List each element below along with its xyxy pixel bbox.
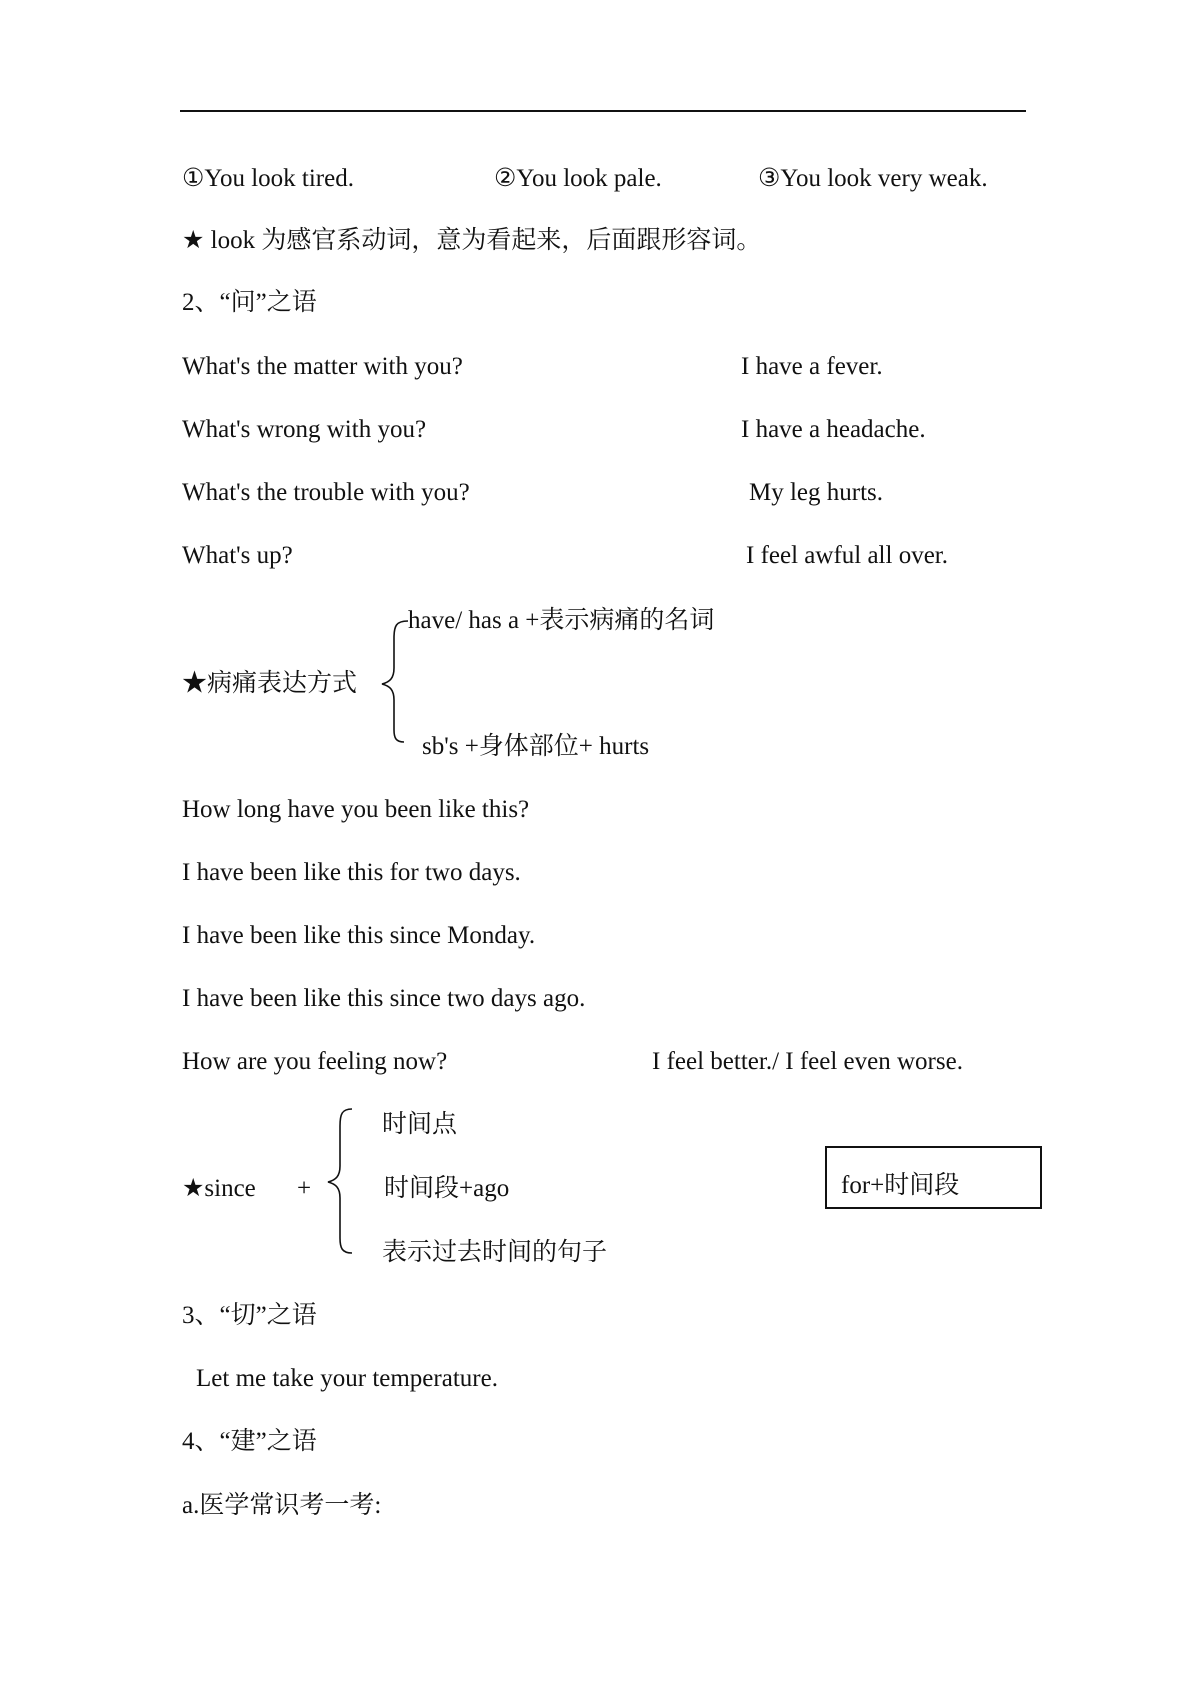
illness-option-have: have/ has a +表示病痛的名词 [408, 607, 715, 634]
question-wrong: What's wrong with you? [182, 416, 427, 443]
question-trouble: What's the trouble with you? [182, 479, 470, 506]
medical-quiz-subheading: a.医学常识考一考: [182, 1492, 382, 1519]
since-option-period-ago: 时间段+ago [384, 1175, 510, 1202]
since-plus: + [297, 1175, 312, 1202]
for-period-box [825, 1146, 1042, 1209]
since-option-past-clause: 表示过去时间的句子 [382, 1239, 608, 1266]
section-2-heading: 2、“问”之语 [182, 289, 317, 316]
answer-leg-hurts: My leg hurts. [749, 479, 884, 506]
duration-since-ago: I have been like this since two days ago. [182, 985, 586, 1012]
look-pale: ②You look pale. [494, 165, 662, 192]
look-weak: ③You look very weak. [758, 165, 988, 192]
illness-brace [378, 618, 412, 744]
since-label: ★since [182, 1175, 256, 1202]
answer-headache: I have a headache. [741, 416, 926, 443]
question-matter: What's the matter with you? [182, 353, 463, 380]
duration-question: How long have you been like this? [182, 796, 530, 823]
duration-since-monday: I have been like this since Monday. [182, 922, 536, 949]
duration-two-days: I have been like this for two days. [182, 859, 521, 886]
feeling-answer: I feel better./ I feel even worse. [652, 1048, 963, 1075]
header-rule [180, 110, 1026, 112]
question-up: What's up? [182, 542, 293, 569]
look-grammar-note: ★ look 为感官系动词，意为看起来，后面跟形容词。 [182, 227, 762, 254]
illness-expression-label: ★病痛表达方式 [182, 670, 358, 697]
section-4-heading: 4、“建”之语 [182, 1428, 317, 1455]
look-tired: ①You look tired. [182, 165, 354, 192]
section-3-heading: 3、“切”之语 [182, 1302, 317, 1329]
for-period-text: for+时间段 [841, 1172, 960, 1199]
since-brace [322, 1106, 356, 1256]
feeling-question: How are you feeling now? [182, 1048, 448, 1075]
since-option-point: 时间点 [382, 1111, 458, 1138]
answer-awful: I feel awful all over. [746, 542, 948, 569]
answer-fever: I have a fever. [741, 353, 883, 380]
illness-option-hurts: sb's +身体部位+ hurts [422, 733, 650, 760]
temperature-line: Let me take your temperature. [196, 1365, 498, 1392]
